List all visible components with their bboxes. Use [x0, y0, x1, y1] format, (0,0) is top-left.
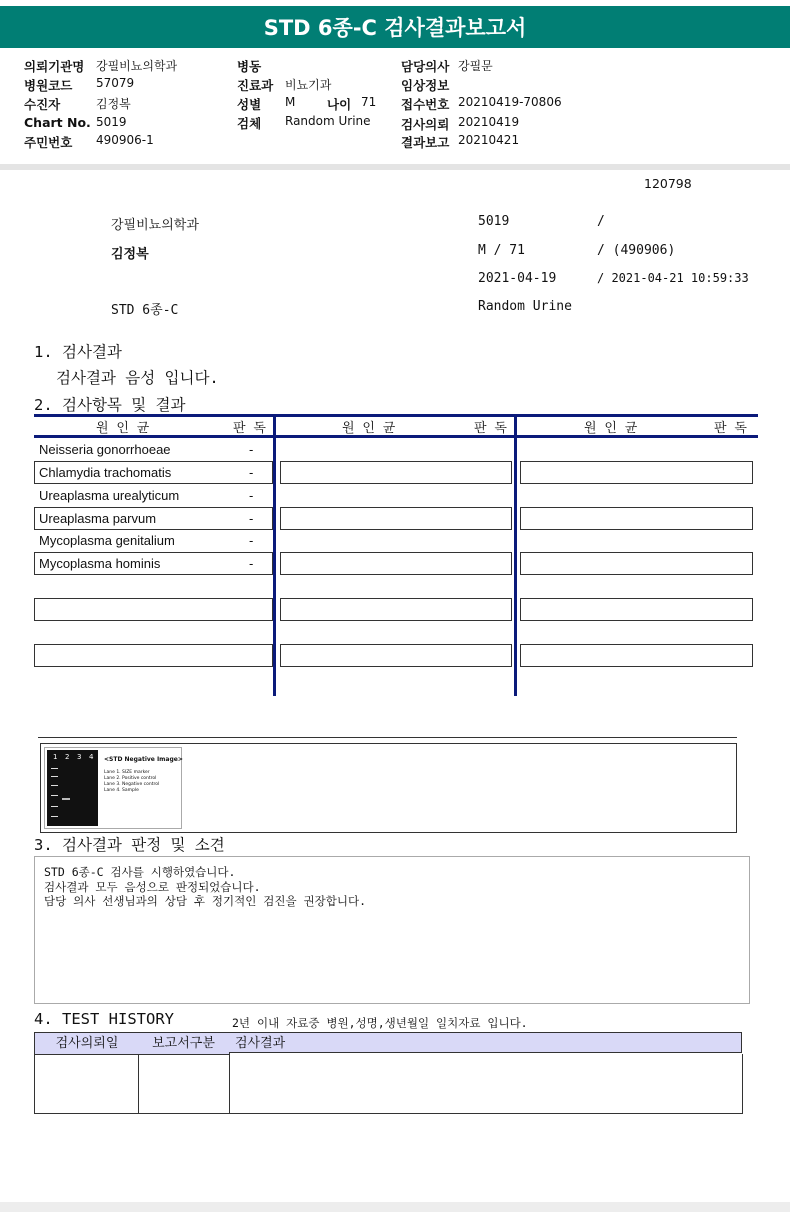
row-box-col3: [520, 461, 753, 484]
row-box-col3: [520, 507, 753, 530]
gel-legend-item: Lane 1. SIZE marker: [104, 770, 150, 775]
sex-label: 성별: [237, 97, 262, 112]
gel-band: [51, 785, 58, 786]
gel-legend-item: Lane 3. Negative control: [104, 782, 160, 787]
hospital-code-value: 57079: [96, 76, 135, 90]
row-box-col2: [280, 644, 512, 667]
pathogen-result: -: [249, 465, 254, 480]
lane-label: 4: [89, 753, 94, 761]
row-box-col2: [280, 507, 512, 530]
hospital-code-label: 병원코드: [24, 78, 73, 93]
pathogen-name: Ureaplasma parvum: [39, 511, 157, 526]
doctor-value: 강필문: [458, 59, 493, 73]
request-date-label: 검사의뢰: [401, 117, 450, 132]
summary-slash: /: [597, 214, 605, 229]
report-date-value: 20210421: [458, 133, 520, 147]
pathogen-result: -: [249, 442, 254, 457]
summary-test: STD 6종-C: [111, 303, 179, 318]
opinion-line: STD 6종-C 검사를 시행하였습니다.: [44, 865, 236, 879]
summary-birth: / (490906): [597, 243, 676, 258]
section3-title: 3. 검사결과 판정 및 소견: [34, 836, 225, 854]
row-box-col1: [34, 598, 273, 621]
pathogen-name: Mycoplasma genitalium: [39, 533, 175, 548]
report-title: STD 6종-C 검사결과보고서: [0, 6, 790, 48]
col-pathogen-3: 원 인 균: [584, 421, 638, 436]
age-label: 나이: [327, 97, 352, 112]
history-divider: [138, 1054, 139, 1114]
table-divider-1: [273, 414, 276, 696]
lane-label: 3: [77, 753, 82, 761]
gel-band: [51, 795, 58, 796]
summary-chart: 5019: [478, 214, 510, 229]
gel-band: [51, 806, 58, 807]
section4-title: 4. TEST HISTORY: [34, 1010, 174, 1028]
history-body: [34, 1054, 743, 1114]
page-footer: [0, 1202, 790, 1212]
section1-title: 1. 검사결과: [34, 343, 122, 361]
row-box-col2: [280, 598, 512, 621]
reception-number-label: 접수번호: [401, 97, 450, 112]
history-divider: [229, 1054, 230, 1114]
specimen-value: Random Urine: [285, 114, 371, 128]
row-box-col2: [280, 552, 512, 575]
history-col-report-type: 보고서구분: [138, 1032, 230, 1055]
row-box-col3: [520, 598, 753, 621]
resident-number-label: 주민번호: [24, 135, 73, 150]
image-top-line: [38, 737, 737, 738]
department-value: 비뇨기과: [285, 78, 332, 92]
report-date-label: 결과보고: [401, 135, 450, 150]
referring-institution-label: 의뢰기관명: [24, 59, 85, 74]
summary-patient: 김정복: [111, 247, 149, 262]
reception-number-value: 20210419-70806: [458, 95, 562, 109]
gel-band: [51, 768, 58, 769]
gel-title: <STD Negative Image>: [104, 756, 183, 763]
opinion-line: 검사결과 모두 음성으로 판정되었습니다.: [44, 880, 261, 894]
chart-no-value: 5019: [96, 115, 127, 129]
header-divider: [0, 164, 790, 170]
lane-label: 1: [53, 753, 58, 761]
pathogen-result: -: [249, 533, 254, 548]
summary-specimen: Random Urine: [478, 299, 572, 314]
gel-legend-item: Lane 2. Positive control: [104, 776, 157, 781]
section2-title: 2. 검사항목 및 결과: [34, 396, 186, 414]
section1-text: 검사결과 음성 입니다.: [56, 369, 219, 387]
pathogen-result: -: [249, 556, 254, 571]
col-pathogen-2: 원 인 균: [342, 421, 396, 436]
col-result-2: 판 독: [474, 421, 507, 436]
department-label: 진료과: [237, 78, 274, 93]
pathogen-name: Mycoplasma hominis: [39, 556, 161, 571]
gel-lanes-image: [47, 750, 98, 826]
pathogen-result: -: [249, 488, 254, 503]
patient-name-value: 김정복: [96, 97, 131, 111]
row-box-col3: [520, 552, 753, 575]
history-note: 2년 이내 자료중 병원,성명,생년월일 일치자료 입니다.: [232, 1016, 528, 1030]
summary-sex-age: M / 71: [478, 243, 525, 258]
summary-request-date: 2021-04-19: [478, 271, 557, 286]
doctor-label: 담당의사: [401, 59, 450, 74]
ward-label: 병동: [237, 59, 262, 74]
sex-value: M: [285, 95, 296, 109]
summary-hospital: 강필비뇨의학과: [111, 218, 199, 233]
patient-info-header: [0, 48, 790, 164]
report-code: 120798: [644, 176, 692, 191]
row-box-col1: [34, 644, 273, 667]
patient-name-label: 수진자: [24, 97, 61, 112]
col-pathogen-1: 원 인 균: [96, 421, 150, 436]
row-box-col3: [520, 644, 753, 667]
pathogen-name: Ureaplasma urealyticum: [39, 488, 180, 503]
history-col-request-date: 검사의뢰일: [34, 1032, 140, 1055]
clinical-info-label: 임상정보: [401, 78, 450, 93]
opinion-line: 담당 의사 선생님과의 상담 후 정기적인 검진을 권장합니다.: [44, 894, 367, 908]
gel-image: [44, 747, 182, 829]
history-col-result: 검사결과: [229, 1032, 742, 1053]
referring-institution-value: 강필비뇨의학과: [96, 59, 178, 73]
lane-label: 2: [65, 753, 70, 761]
col-result-1: 판 독: [233, 421, 266, 436]
col-result-3: 판 독: [714, 421, 747, 436]
table-divider-2: [514, 414, 517, 696]
pathogen-result: -: [249, 511, 254, 526]
gel-band: [62, 798, 70, 800]
gel-legend-item: Lane 4. Sample: [104, 788, 139, 793]
chart-no-label: Chart No.: [24, 115, 91, 130]
gel-band: [51, 776, 58, 777]
pathogen-name: Neisseria gonorrhoeae: [39, 442, 171, 457]
resident-number-value: 490906-1: [96, 133, 154, 147]
gel-band: [51, 816, 58, 817]
pathogen-name: Chlamydia trachomatis: [39, 465, 172, 480]
age-value: 71: [361, 95, 377, 109]
request-date-value: 20210419: [458, 115, 520, 129]
summary-report-datetime: / 2021-04-21 10:59:33: [597, 271, 749, 285]
specimen-label: 검체: [237, 116, 262, 131]
row-box-col2: [280, 461, 512, 484]
